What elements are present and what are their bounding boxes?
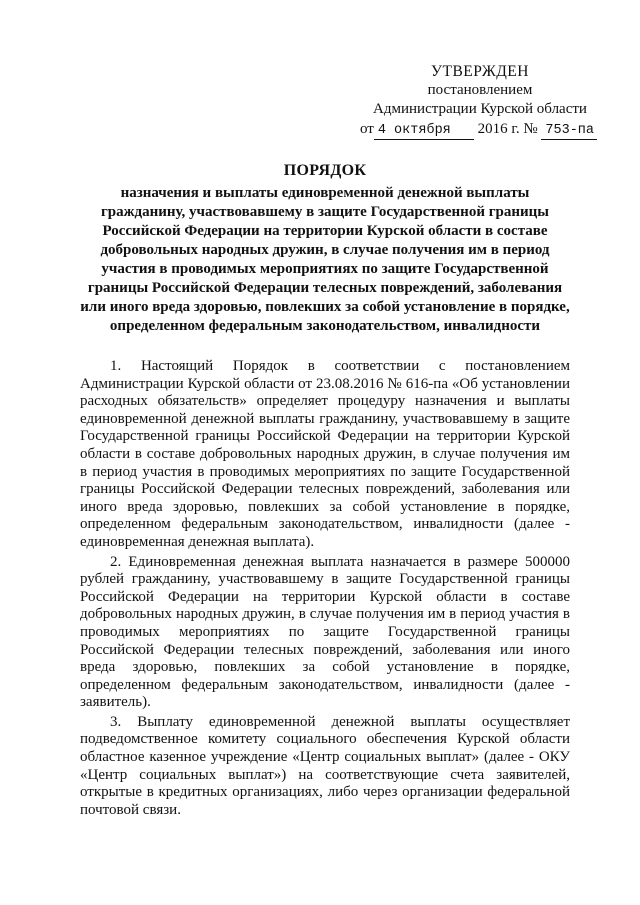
approval-date-value: 4 октября	[374, 123, 474, 140]
paragraph-3: 3. Выплату единовременной денежной выплаты осуществляет подведомственное комитету социального обеспечения Курской области областное казенное учреждение «Центр социальных выплат» (далее - ОКУ «Центр социальных выплат») на соответствующие счета заявителей, открытые в кредитных организациях, либо через организации федеральной почтовой связи.	[80, 713, 570, 818]
document-subtitle: назначения и выплаты единовременной денежной выплаты гражданину, участвовавшему в защите Государственной границы Российской Федерации на территории Курской области в составе добровольных народных дружин, в случае получения им в период участия в проводимых мероприятиях по защите Государственной границы Российской Федерации телесных повреждений, заболевания или иного вреда здоровью, повлекших за собой установление в порядке, определенном федеральным законодательством, инвалидности	[80, 185, 570, 334]
document-heading	[80, 160, 570, 336]
approval-line-decree: постановлением	[427, 82, 533, 98]
approval-stamp	[360, 62, 600, 140]
date-prefix: от	[360, 121, 374, 137]
approval-title: УТВЕРЖДЕН	[431, 63, 529, 80]
approval-number-value: 753-па	[541, 123, 597, 140]
approval-year-text: 2016 г. №	[477, 121, 538, 137]
paragraph-2: 2. Единовременная денежная выплата назначается в размере 500000 рублей гражданину, участвовавшему в защите Государственной границы Российской Федерации на территории Курской области в составе добровольных народных дружин, в случае получения им в период участия в проводимых мероприятиях по защите Государственной границы Российской Федерации телесных повреждений, заболевания или иного вреда здоровью, повлекших за собой установление в порядке, определенном федеральным законодательством, инвалидности (далее - заявитель).	[80, 553, 570, 711]
paragraph-1: 1. Настоящий Порядок в соответствии с постановлением Администрации Курской области от 23.08.2016 № 616-па «Об установлении расходных обязательств» определяет процедуру назначения и выплаты единовременной денежной выплаты гражданину, участвовавшему в защите Государственной границы Российской Федерации на территории Курской области в составе добровольных народных дружин, в случае получения им в период участия в проводимых мероприятиях по защите Государственной границы Российской Федерации телесных повреждений, заболевания или иного вреда здоровью, повлекших за собой установление в порядке, определенном федеральным законодательством, инвалидности (далее - единовременная денежная выплата).	[80, 358, 570, 550]
approval-line-administration: Администрации Курской области	[373, 101, 587, 117]
document-title: ПОРЯДОК	[283, 162, 367, 179]
document-body	[80, 358, 570, 821]
approval-date-line	[360, 120, 600, 140]
